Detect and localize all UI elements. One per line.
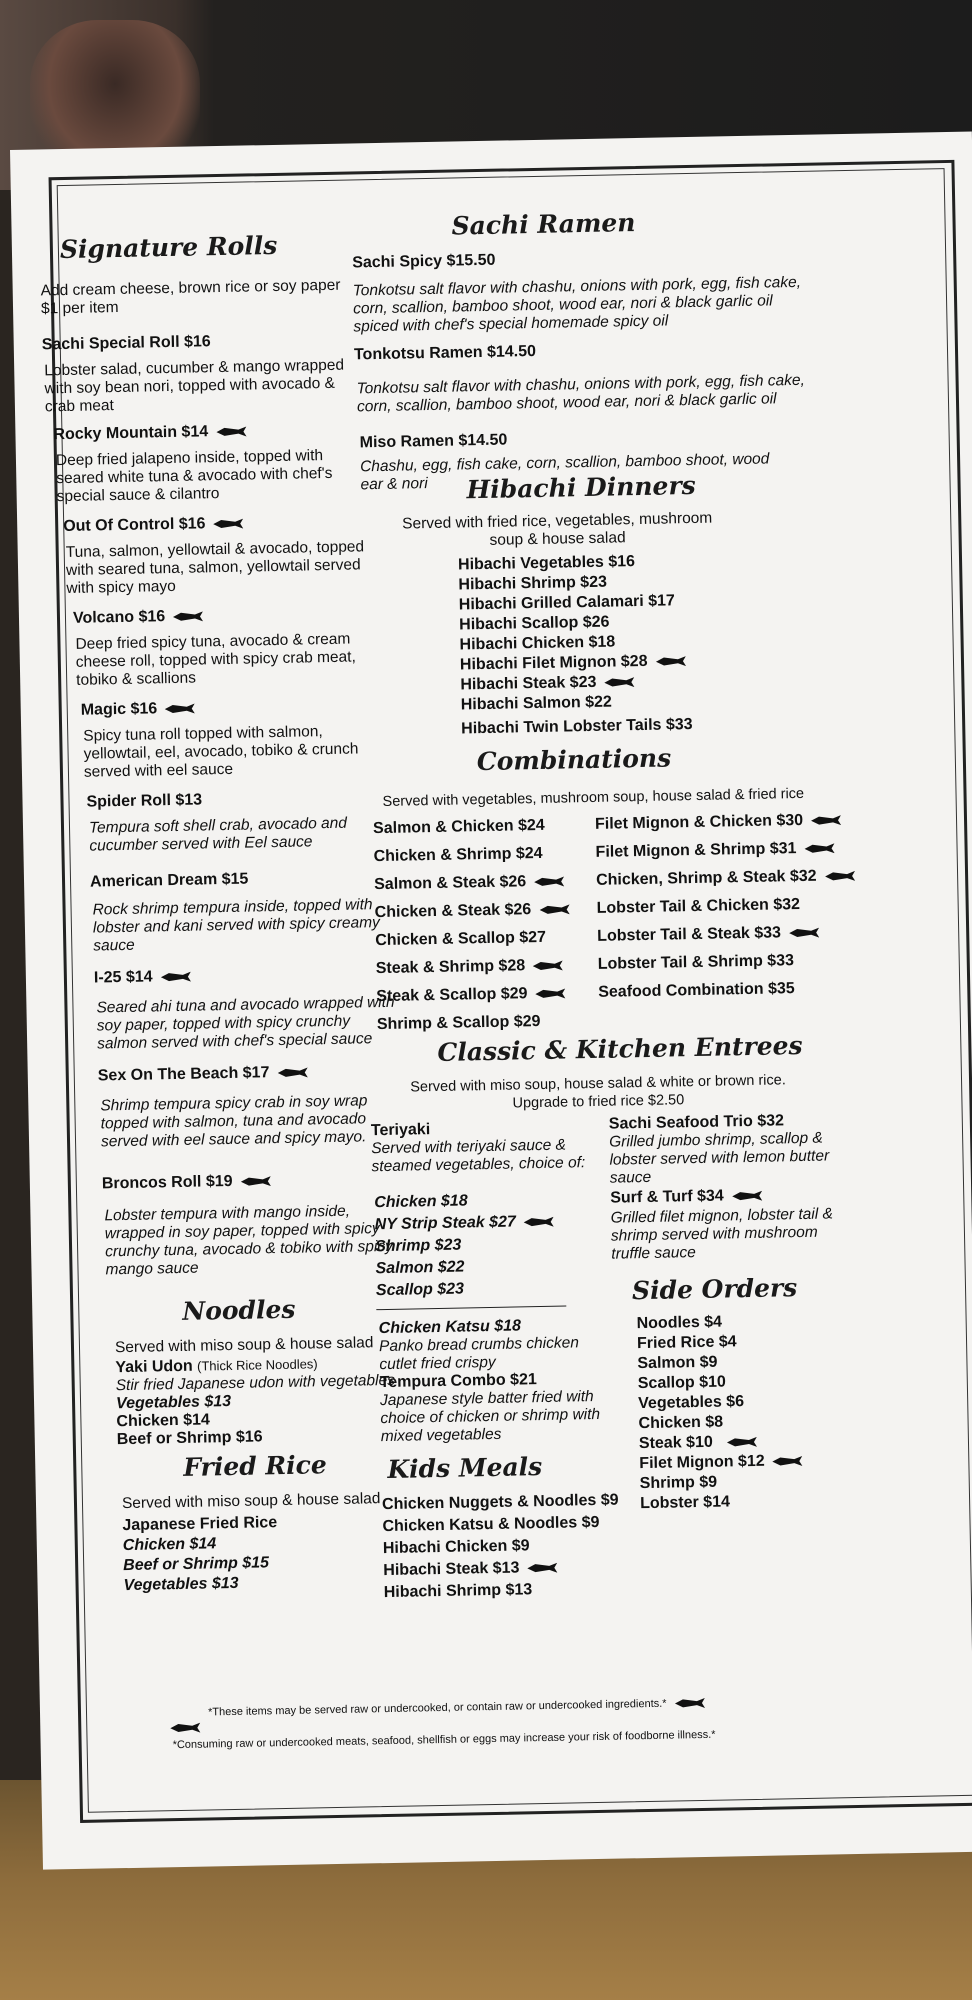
side-item: Shrimp $9: [639, 1473, 718, 1493]
hibachi-item: Hibachi Grilled Calamari $17: [458, 592, 676, 614]
roll-desc: cucumber served with Eel sauce: [89, 833, 313, 855]
friedrice-heading: Fried Rice: [183, 1450, 328, 1482]
noodles-note: Served with miso soup & house salad: [114, 1334, 374, 1357]
kids-item: Hibachi Shrimp $13: [383, 1581, 533, 1602]
roll-desc: Lobster tempura with mango inside,: [104, 1202, 351, 1225]
fish-icon: [213, 518, 243, 529]
teriyaki-item: Salmon $22: [375, 1258, 465, 1278]
footer-note: *These items may be served raw or undercooked, or contain raw or undercooked ingredients.*: [208, 1697, 705, 1719]
roll-name: Spider Roll $13: [86, 791, 203, 811]
entree-desc: shrimp served with mushroom: [610, 1223, 818, 1245]
entrees-note: Served with miso soup, house salad & white or brown rice.: [410, 1072, 786, 1096]
fish-icon: [732, 1191, 762, 1202]
hibachi-item: Hibachi Filet Mignon $28: [460, 651, 686, 674]
fish-icon: [165, 703, 195, 714]
roll-name: Sachi Special Roll $16: [41, 333, 211, 354]
signature-heading: Signature Rolls: [59, 230, 278, 265]
friedrice-item: Chicken $14: [122, 1535, 217, 1555]
fish-icon: [825, 871, 855, 882]
ramen-name: Tonkotsu Ramen $14.50: [353, 342, 537, 364]
noodles-item: Chicken $14: [116, 1411, 210, 1431]
friedrice-item: Japanese Fried Rice: [122, 1514, 278, 1535]
hibachi-item: Hibachi Vegetables $16: [457, 553, 636, 574]
kids-item: Chicken Katsu & Noodles $9: [382, 1513, 600, 1536]
fish-icon: [524, 1217, 554, 1228]
fish-icon: [674, 1698, 704, 1709]
roll-desc: seared white tuna & avocado with chef's: [56, 464, 333, 488]
roll-desc: Shrimp tempura spicy crab in soy wrap: [100, 1092, 368, 1115]
entree-desc: cutlet fried crispy: [379, 1353, 496, 1374]
fish-icon: [773, 1456, 803, 1467]
hibachi-item: Hibachi Shrimp $23: [458, 573, 608, 594]
roll-desc: crunchy tuna, avocado & tobiko with spicy: [105, 1237, 394, 1261]
kids-item: Chicken Nuggets & Noodles $9: [381, 1491, 619, 1514]
roll-name: Sex On The Beach $17: [98, 1062, 308, 1085]
entree-desc: choice of chicken or shrimp with: [380, 1405, 601, 1428]
noodles-desc: Stir fried Japanese udon with vegetables: [115, 1371, 396, 1395]
combo-item: Seafood Combination $35: [598, 980, 795, 1001]
roll-desc: special sauce & cilantro: [56, 485, 220, 506]
roll-desc: with seared tuna, salmon, yellowtail served: [65, 556, 361, 579]
combo-item: Filet Mignon & Chicken $30: [595, 810, 841, 834]
fish-icon: [240, 1176, 270, 1187]
fish-icon: [533, 960, 563, 971]
roll-name: Rocky Mountain $14: [53, 422, 246, 445]
noodles-heading: Noodles: [182, 1294, 296, 1326]
hibachi-item: Hibachi Steak $23: [460, 672, 634, 694]
roll-desc: served with eel sauce: [83, 760, 234, 781]
combo-item: Shrimp & Scallop $29: [376, 1012, 541, 1034]
entree-name: Sachi Seafood Trio $32: [608, 1112, 785, 1133]
fish-icon: [277, 1067, 307, 1078]
entree-desc: truffle sauce: [611, 1244, 696, 1263]
kids-heading: Kids Meals: [387, 1452, 543, 1484]
fish-icon: [655, 656, 685, 667]
fish-icon: [527, 1563, 557, 1574]
roll-desc: Tuna, salmon, yellowtail & avocado, topped: [65, 538, 365, 562]
combo-item: Salmon & Chicken $24: [372, 816, 545, 838]
side-item: Steak $10: [639, 1432, 757, 1453]
menu-page: [10, 132, 972, 1870]
fish-icon: [789, 927, 819, 938]
signature-note: Add cream cheese, brown rice or soy paper: [40, 276, 341, 300]
hibachi-note: Served with fried rice, vegetables, mushroom: [402, 509, 713, 533]
entrees-heading: Classic & Kitchen Entrees: [437, 1030, 803, 1067]
combos-heading: Combinations: [476, 743, 672, 777]
entree-desc: lobster served with lemon butter: [609, 1147, 830, 1169]
entree-desc: steamed vegetables, choice of:: [371, 1154, 586, 1176]
roll-desc: Deep fried spicy tuna, avocado & cream: [75, 630, 351, 653]
roll-desc: tobiko & scallions: [76, 669, 197, 689]
ramen-desc: ear & nori: [360, 475, 428, 494]
roll-name: American Dream $15: [89, 870, 249, 891]
roll-name: Volcano $16: [73, 606, 204, 627]
friedrice-item: Vegetables $13: [123, 1574, 239, 1595]
combos-note: Served with vegetables, mushroom soup, house salad & fried rice: [382, 785, 805, 810]
ramen-desc: corn, scallion, bamboo shoot, wood ear, nori & black garlic oil: [356, 390, 777, 416]
roll-desc: salmon served with chef's special sauce: [97, 1030, 373, 1053]
fish-icon: [216, 426, 246, 437]
roll-desc: with spicy mayo: [66, 577, 176, 597]
side-item: Vegetables $6: [638, 1393, 745, 1413]
entree-desc: Grilled jumbo shrimp, scallop &: [608, 1129, 823, 1151]
entree-name: Surf & Turf $34: [610, 1186, 762, 1208]
ramen-desc: Chashu, egg, fish cake, corn, scallion, bamboo shoot, wood: [359, 450, 770, 476]
entrees-note: Upgrade to fried rice $2.50: [512, 1092, 685, 1112]
entree-desc: Japanese style batter fried with: [379, 1388, 594, 1410]
hibachi-item: Hibachi Chicken $18: [459, 633, 616, 654]
hibachi-item: Hibachi Salmon $22: [460, 693, 613, 714]
ramen-desc: Tonkotsu salt flavor with chashu, onions with pork, egg, fish cake,: [356, 371, 806, 398]
entree-name: Chicken Katsu $18: [378, 1317, 522, 1338]
side-item: Fried Rice $4: [636, 1333, 737, 1353]
roll-desc: Spicy tuna roll topped with salmon,: [83, 723, 323, 745]
roll-desc: lobster and kani served with spicy creamy: [92, 914, 380, 937]
fish-icon: [539, 904, 569, 915]
roll-desc: Tempura soft shell crab, avocado and: [88, 814, 348, 837]
teriyaki-item: Chicken $18: [374, 1192, 468, 1212]
friedrice-note: Served with miso soup & house salad: [121, 1490, 381, 1513]
entree-desc: sauce: [609, 1168, 652, 1187]
entree-name: Teriyaki: [370, 1121, 431, 1140]
roll-desc: Deep fried jalapeno inside, topped with: [55, 447, 324, 470]
combo-item: Steak & Shrimp $28: [376, 956, 564, 979]
roll-name: Broncos Roll $19: [102, 1171, 271, 1193]
roll-desc: soy paper, topped with spicy crunchy: [96, 1012, 351, 1035]
side-item: Lobster $14: [639, 1493, 731, 1513]
hibachi-note: soup & house salad: [489, 529, 626, 549]
fish-icon: [604, 677, 634, 688]
fish-icon: [173, 611, 203, 622]
combo-item: Chicken, Shrimp & Steak $32: [596, 866, 855, 890]
roll-desc: crab meat: [44, 397, 115, 416]
combo-item: Chicken & Steak $26: [375, 899, 570, 922]
side-item: Filet Mignon $12: [639, 1451, 803, 1473]
combo-item: Chicken & Shrimp $24: [373, 844, 543, 866]
ramen-name: Miso Ramen $14.50: [359, 431, 508, 452]
kids-item: Hibachi Steak $13: [383, 1558, 557, 1580]
roll-desc: cheese roll, topped with spicy crab meat,: [75, 648, 356, 671]
ramen-name: Sachi Spicy $15.50: [352, 251, 496, 272]
roll-desc: Seared ahi tuna and avocado wrapped with: [96, 993, 395, 1017]
friedrice-item: Beef or Shrimp $15: [123, 1554, 270, 1575]
entree-desc: mixed vegetables: [380, 1425, 502, 1446]
teriyaki-item: Shrimp $23: [374, 1236, 462, 1256]
roll-desc: yellowtail, eel, avocado, tobiko & crunch: [83, 740, 359, 763]
combo-item: Lobster Tail & Chicken $32: [596, 895, 801, 917]
roll-desc: mango sauce: [105, 1259, 199, 1279]
fish-icon: [811, 815, 841, 826]
fish-icon: [804, 843, 834, 854]
ramen-desc: spiced with chef's special homemade spicy oil: [353, 312, 669, 336]
ramen-desc: corn, scallion, bamboo shoot, wood ear, nori & black garlic oil: [352, 292, 773, 318]
kids-item: Hibachi Chicken $9: [382, 1537, 530, 1558]
fish-icon: [534, 876, 564, 887]
entree-desc: Served with teriyaki sauce &: [371, 1136, 567, 1158]
roll-desc: topped with salmon, tuna and avocado: [100, 1110, 367, 1133]
roll-desc: Rock shrimp tempura inside, topped with: [92, 896, 373, 919]
noodles-item: Vegetables $13: [115, 1392, 232, 1413]
noodles-item: Beef or Shrimp $16: [116, 1428, 263, 1449]
roll-name: Out Of Control $16: [63, 514, 244, 536]
ramen-heading: Sachi Ramen: [451, 208, 636, 241]
entree-name: Tempura Combo $21: [379, 1371, 537, 1392]
sides-heading: Side Orders: [631, 1273, 798, 1306]
combo-item: Salmon & Steak $26: [374, 871, 564, 894]
roll-name: Magic $16: [81, 699, 196, 720]
roll-desc: served with eel sauce and spicy mayo.: [100, 1128, 367, 1151]
ramen-desc: Tonkotsu salt flavor with chashu, onions with pork, egg, fish cake,: [352, 273, 802, 300]
teriyaki-item: NY Strip Steak $27: [375, 1212, 554, 1234]
roll-desc: Lobster salad, cucumber & mango wrapped: [44, 356, 345, 380]
signature-note: $1 per item: [40, 298, 119, 318]
footer-warning: *Consuming raw or undercooked meats, seafood, shellfish or eggs may increase your risk of foodborne illness.*: [172, 1728, 716, 1752]
combo-item: Chicken & Scallop $27: [375, 928, 547, 950]
teriyaki-item: Scallop $23: [375, 1280, 465, 1300]
side-item: Salmon $9: [637, 1353, 718, 1373]
combo-item: Steak & Scallop $29: [376, 983, 566, 1006]
fish-icon: [727, 1437, 757, 1448]
roll-name: I-25 $14: [94, 967, 191, 988]
combo-item: Lobster Tail & Steak $33: [597, 923, 819, 946]
fish-icon: [535, 988, 565, 999]
roll-desc: wrapped in soy paper, topped with spicy: [104, 1220, 380, 1243]
entree-desc: Grilled filet mignon, lobster tail &: [610, 1205, 834, 1227]
side-item: Scallop $10: [637, 1373, 726, 1393]
hibachi-item: Hibachi Twin Lobster Tails $33: [461, 716, 693, 738]
combo-item: Filet Mignon & Shrimp $31: [595, 838, 834, 862]
fish-icon: [170, 1723, 200, 1737]
side-item: Chicken $8: [638, 1413, 724, 1433]
hibachi-item: Hibachi Scallop $26: [459, 613, 610, 634]
entree-desc: Panko bread crumbs chicken: [378, 1334, 580, 1356]
roll-desc: sauce: [93, 936, 135, 955]
hibachi-heading: Hibachi Dinners: [466, 470, 696, 505]
roll-desc: with soy bean nori, topped with avocado &: [44, 374, 336, 398]
noodles-item: Yaki Udon (Thick Rice Noodles): [115, 1356, 318, 1377]
combo-item: Lobster Tail & Shrimp $33: [597, 952, 795, 973]
fish-icon: [161, 971, 191, 982]
side-item: Noodles $4: [636, 1313, 723, 1333]
